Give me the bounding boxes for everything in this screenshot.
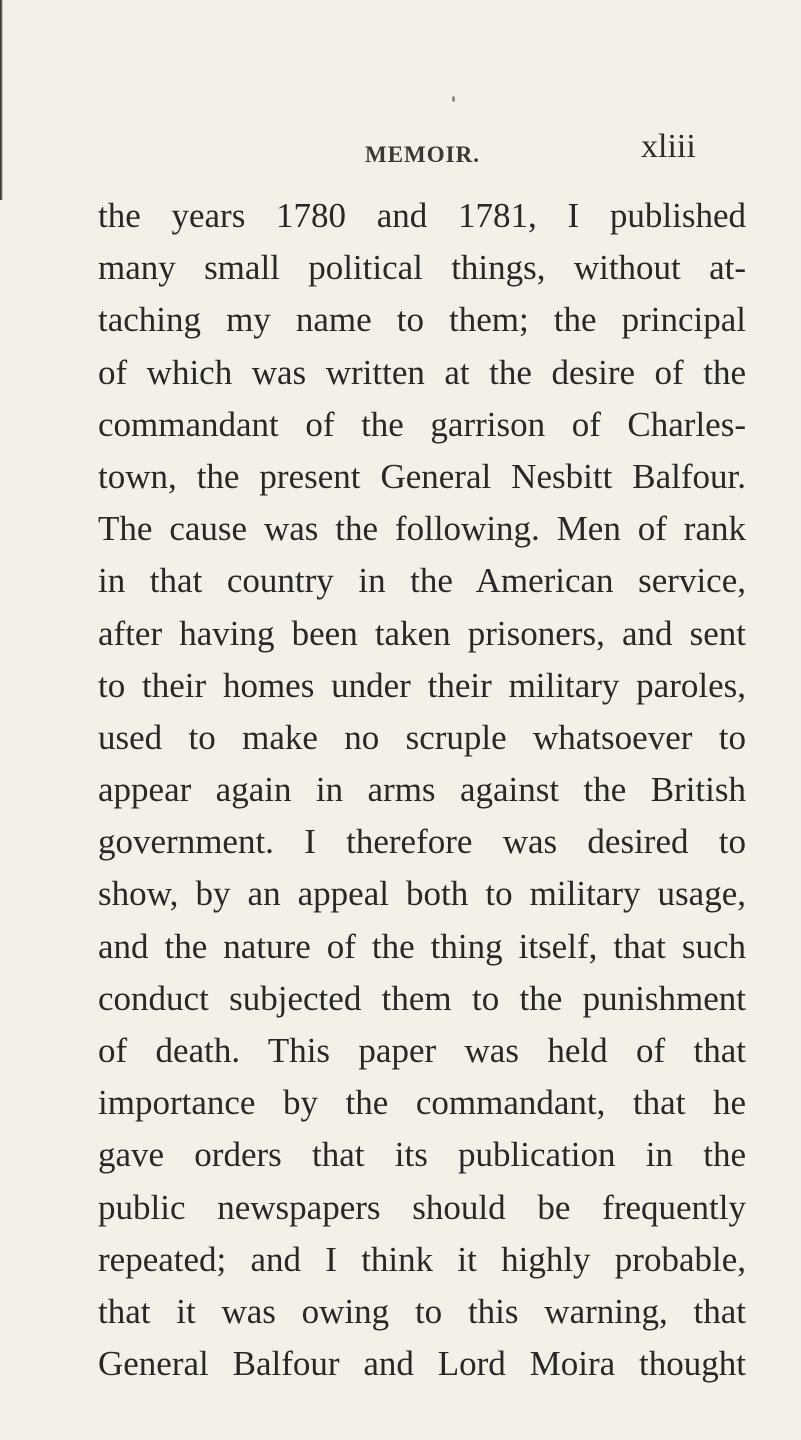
text-line: after having been taken prisoners, and sent <box>98 613 746 653</box>
text-line: and the nature of the thing itself, that such <box>98 926 746 966</box>
text-line: The cause was the following. Men of rank <box>98 509 746 549</box>
body-text <box>98 190 746 1390</box>
text-line: public newspapers should be frequently <box>98 1187 746 1227</box>
text-line: that it was owing to this warning, that <box>98 1291 746 1331</box>
text-line: of which was written at the desire of the <box>98 352 746 392</box>
text-line: used to make no scruple whatsoever to <box>98 717 746 757</box>
text-line: importance by the commandant, that he <box>98 1083 746 1123</box>
text-line: taching my name to them; the principal <box>98 300 746 340</box>
text-line: of death. This paper was held of that <box>98 1031 746 1070</box>
page-number: xliii <box>641 128 696 165</box>
text-line: many small political things, without at- <box>98 248 746 288</box>
text-line: show, by an appeal both to military usage, <box>98 874 746 914</box>
text-line: repeated; and I think it highly probable, <box>98 1239 746 1279</box>
text-line: conduct subjected them to the punishment <box>98 978 746 1018</box>
ink-speck <box>452 96 455 102</box>
text-line: to their homes under their military paroles, <box>98 665 746 705</box>
text-line: town, the present General Nesbitt Balfour. <box>98 456 746 496</box>
text-line: General Balfour and Lord Moira thought <box>98 1344 746 1384</box>
running-head: MEMOIR. <box>365 142 480 167</box>
text-line: in that country in the American service, <box>98 561 746 601</box>
text-line: gave orders that its publication in the <box>98 1135 746 1175</box>
page-header <box>0 128 801 168</box>
text-line: government. I therefore was desired to <box>98 822 746 862</box>
text-line: the years 1780 and 1781, I published <box>98 196 746 235</box>
binding-edge <box>0 0 4 200</box>
text-line: appear again in arms against the British <box>98 770 746 810</box>
text-line: commandant of the garrison of Charles- <box>98 404 746 444</box>
